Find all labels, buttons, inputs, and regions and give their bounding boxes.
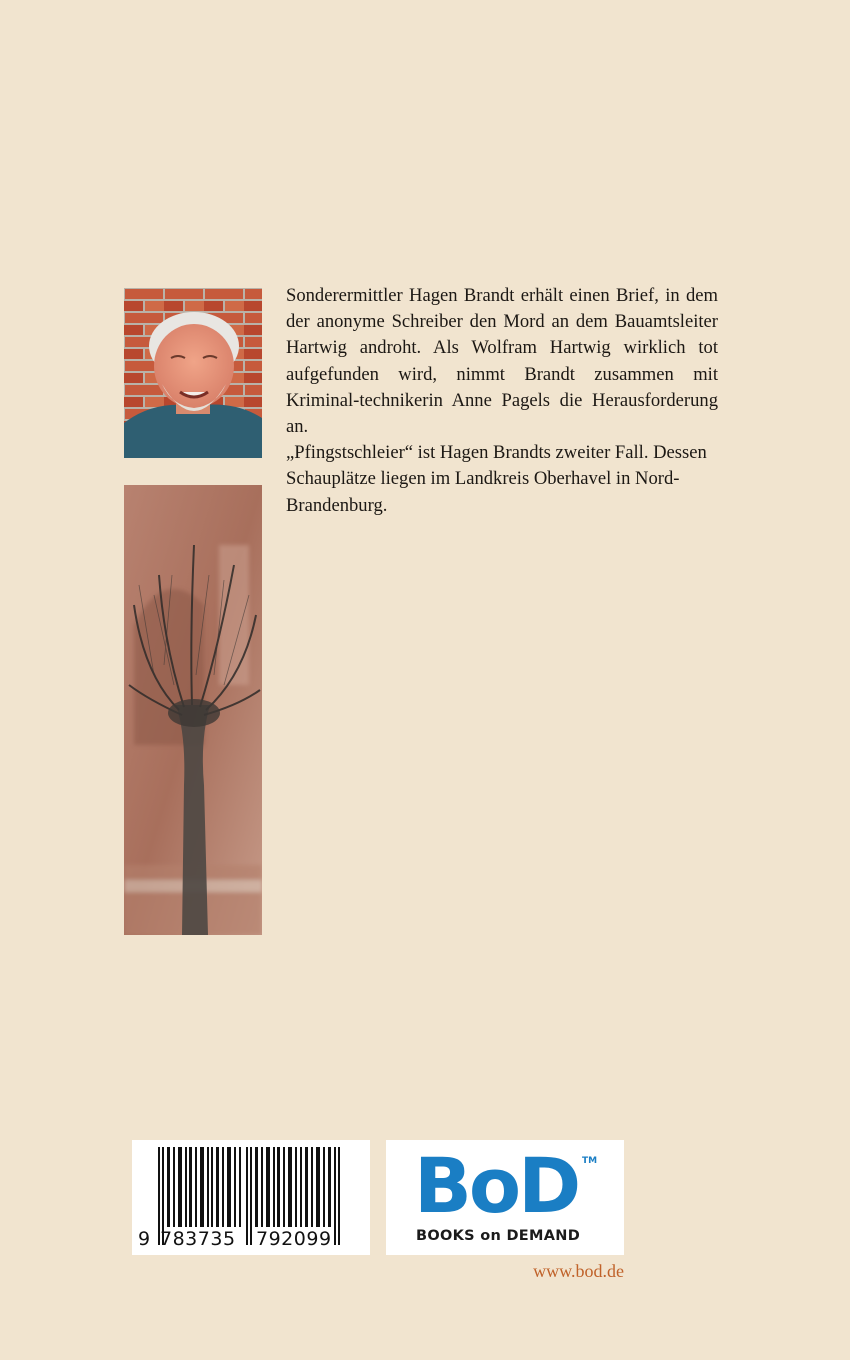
blurb-paragraph-2: „Pfingstschleier“ ist Hagen Brandts zweiter Fall. Dessen Schauplätze liegen im Landkreis Oberhavel in Nord-Brandenburg.	[286, 442, 707, 516]
isbn-prefix-digit: 9	[138, 1228, 151, 1250]
publisher-url[interactable]: www.bod.de	[533, 1261, 624, 1281]
publisher-logo	[386, 1140, 624, 1255]
bod-logo-text: BoD	[414, 1141, 579, 1230]
isbn-group-1: 783735	[160, 1228, 236, 1250]
isbn-barcode	[132, 1140, 370, 1255]
author-photo	[124, 288, 262, 458]
back-cover-blurb	[286, 283, 718, 519]
trademark-mark: TM	[582, 1156, 598, 1166]
tree-photo	[124, 485, 262, 935]
isbn-group-2: 792099	[256, 1228, 332, 1250]
isbn-digits	[132, 1228, 370, 1250]
publisher-tagline: BOOKS on DEMAND	[416, 1228, 581, 1244]
blurb-paragraph-1: Sonderermittler Hagen Brandt erhält einen Brief, in dem der anonyme Schreiber den Mord an dem Bauamtsleiter Hartwig androht. Als Wolfram Hartwig wirklich tot aufgefunden wird, nimmt Brandt zusammen mit Kriminal-technikerin Anne Pagels die Herausforderung an.	[286, 285, 718, 438]
